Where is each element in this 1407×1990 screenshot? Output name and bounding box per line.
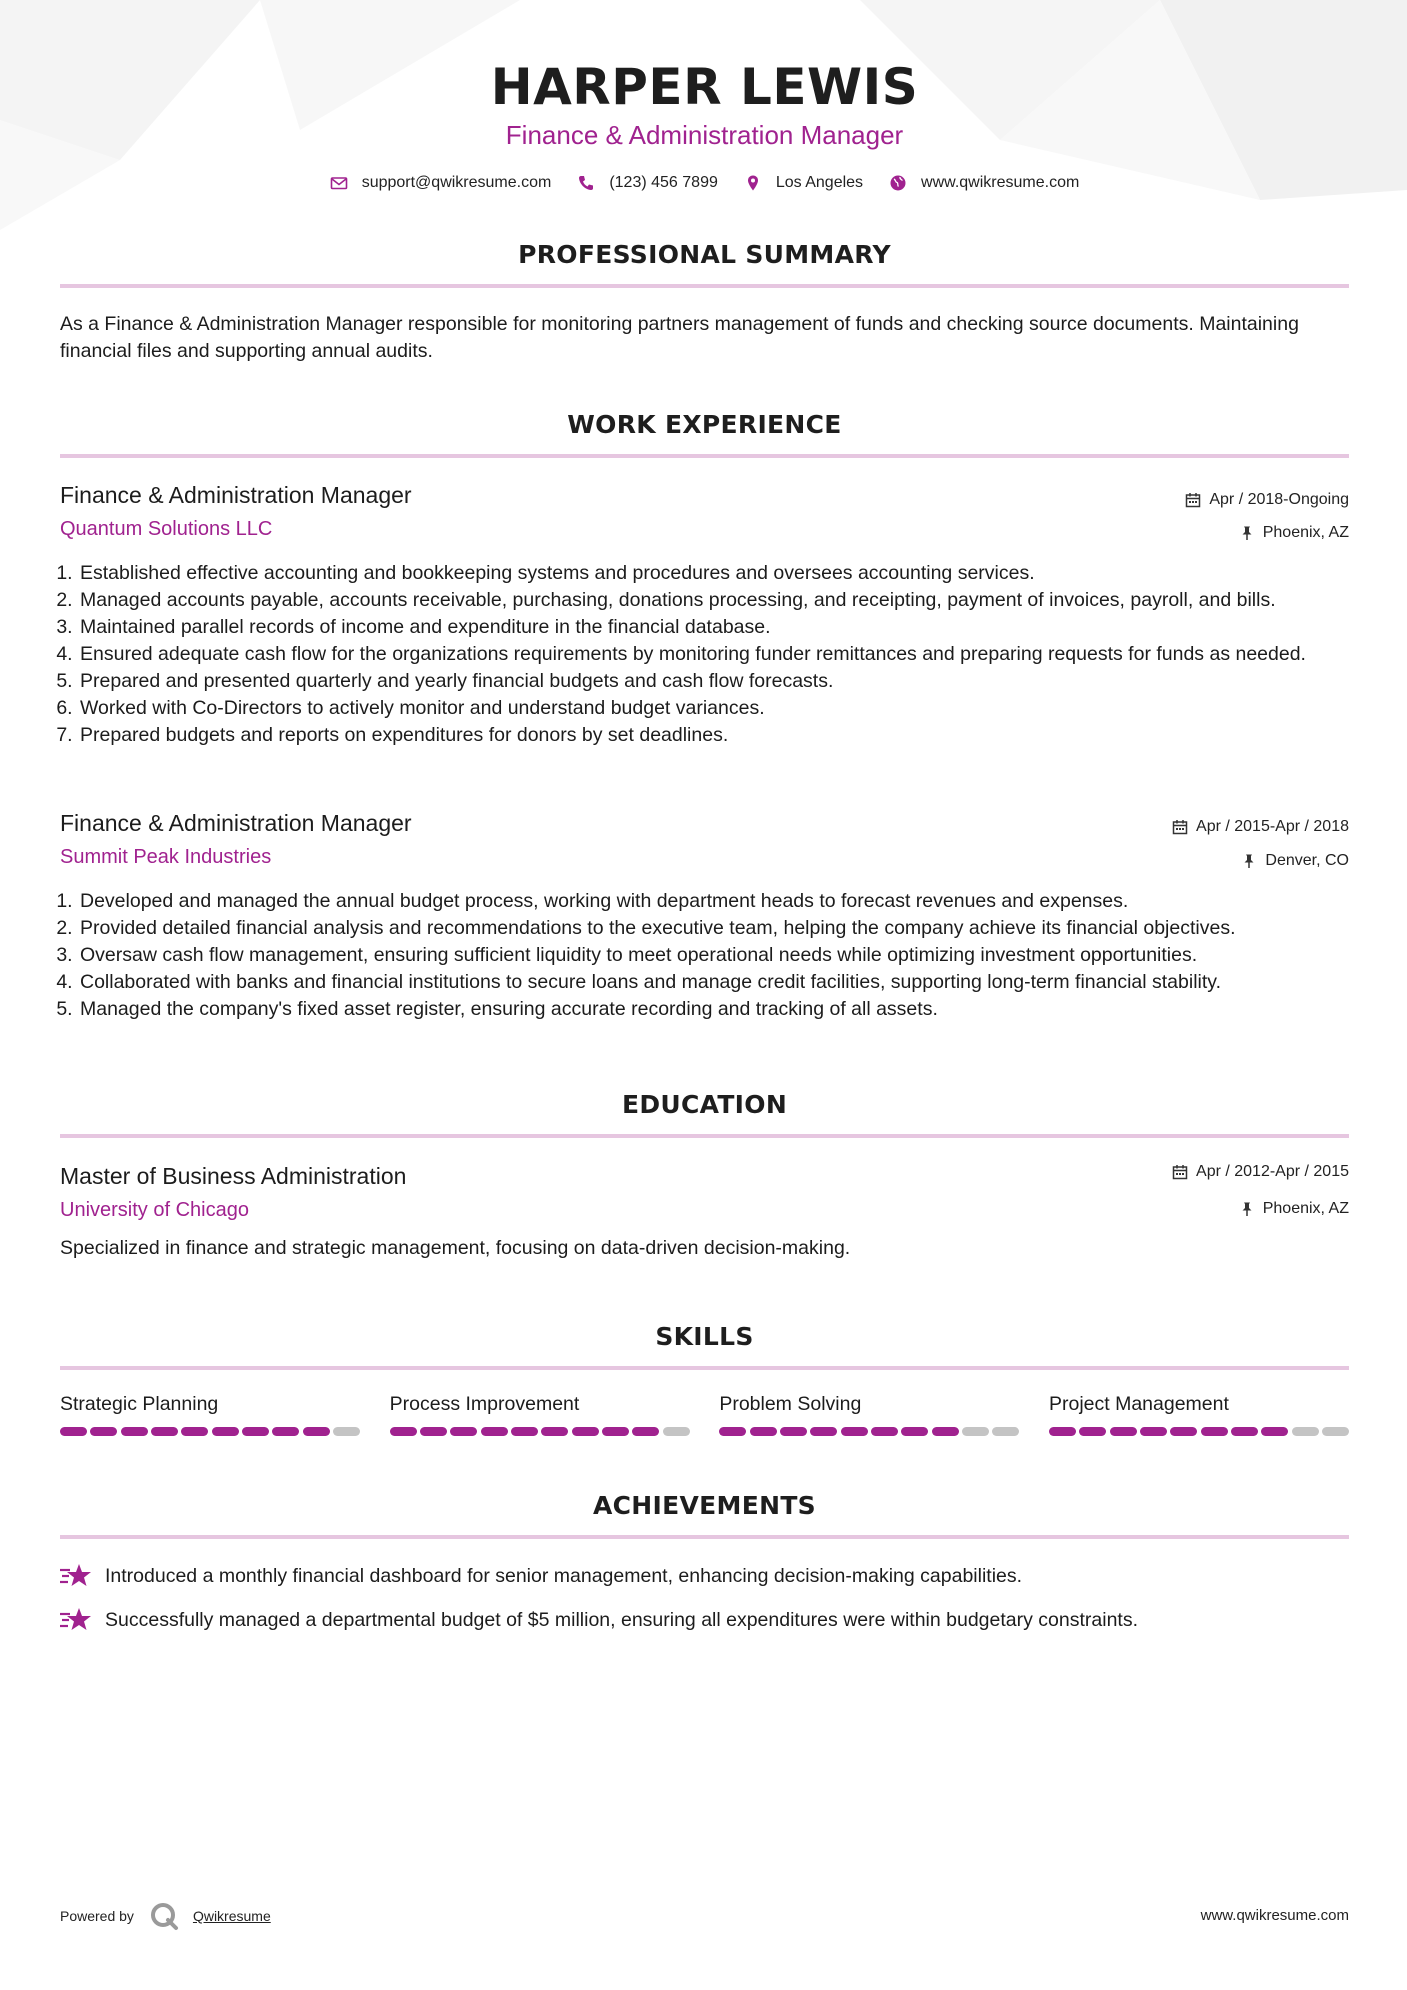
- skill-segment-filled: [1231, 1427, 1258, 1436]
- skill-item: [60, 1393, 360, 1436]
- contact-email[interactable]: [330, 174, 552, 192]
- job-bullet: 1. Developed and managed the annual budget process, working with department heads to forecast revenues and expenses.: [78, 888, 1349, 915]
- job-bullet: 7. Prepared budgets and reports on expenditures for donors by set deadlines.: [78, 722, 1349, 749]
- contact-location: [744, 174, 863, 192]
- skill-segment-filled: [90, 1427, 117, 1436]
- job-bullet: 1. Established effective accounting and bookkeeping systems and procedures and oversees accounting services.: [78, 560, 1349, 587]
- skill-name: Problem Solving: [719, 1393, 862, 1415]
- skill-segment-filled: [390, 1427, 417, 1436]
- skill-segment-filled: [541, 1427, 568, 1436]
- footer-website[interactable]: www.qwikresume.com: [1200, 1907, 1349, 1924]
- skill-segment-filled: [511, 1427, 538, 1436]
- contact-website[interactable]: [889, 174, 1079, 192]
- job-dates: [1172, 818, 1349, 836]
- job-title: Finance & Administration Manager: [60, 482, 412, 508]
- skill-segment-filled: [632, 1427, 659, 1436]
- skill-name: Project Management: [1048, 1393, 1229, 1415]
- star-icon: [60, 1563, 92, 1589]
- map-pin-icon: [744, 174, 762, 192]
- footer-powered-by: [60, 1901, 271, 1931]
- envelope-icon: [330, 174, 348, 192]
- skill-segment-filled: [420, 1427, 447, 1436]
- skill-name: Strategic Planning: [60, 1393, 219, 1415]
- skill-segment-filled: [780, 1427, 807, 1436]
- job-dates: [1185, 491, 1349, 509]
- skill-segment-filled: [932, 1427, 959, 1436]
- skill-segment-empty: [663, 1427, 690, 1436]
- education-school: University of Chicago: [60, 1199, 249, 1221]
- calendar-icon: [1185, 492, 1201, 508]
- job-bullet: 2. Provided detailed financial analysis and recommendations to the executive team, helping the company achieve its financial objectives.: [78, 915, 1349, 942]
- job-bullet: 5. Prepared and presented quarterly and yearly financial budgets and cash flow forecasts.: [78, 668, 1349, 695]
- achievement-item: [60, 1563, 1349, 1589]
- skill-item: [1049, 1393, 1349, 1436]
- skill-segment-filled: [481, 1427, 508, 1436]
- job-bullet: 4. Ensured adequate cash flow for the organizations requirements by monitoring funder remittances and preparing requests for funds as needed.: [78, 641, 1349, 668]
- job-bullet: 4. Collaborated with banks and financial institutions to secure loans and manage credit facilities, supporting long-term financial stability.: [78, 969, 1349, 996]
- job-location: [1241, 852, 1349, 870]
- skill-segment-filled: [1170, 1427, 1197, 1436]
- achievements-divider: [60, 1535, 1349, 1539]
- skill-name: Process Improvement: [389, 1393, 580, 1415]
- job-company: Summit Peak Industries: [60, 846, 272, 868]
- skill-segment-filled: [572, 1427, 599, 1436]
- skill-rating-bar: [390, 1427, 690, 1436]
- skill-segment-empty: [992, 1427, 1019, 1436]
- globe-icon: [889, 174, 907, 192]
- education-description: Specialized in finance and strategic management, focusing on data-driven decision-making.: [60, 1237, 851, 1259]
- education-location: [1239, 1200, 1349, 1218]
- skills-grid: [60, 1393, 1349, 1436]
- contact-phone[interactable]: [577, 174, 718, 192]
- skill-segment-empty: [1322, 1427, 1349, 1436]
- contact-bar: [60, 174, 1349, 192]
- summary-heading: PROFESSIONAL SUMMARY: [518, 240, 891, 269]
- skill-segment-filled: [1140, 1427, 1167, 1436]
- education-heading: EDUCATION: [621, 1090, 788, 1119]
- skill-segment-filled: [151, 1427, 178, 1436]
- skill-segment-filled: [901, 1427, 928, 1436]
- achievement-item: [60, 1607, 1349, 1633]
- job-bullets: [78, 560, 1349, 749]
- skill-segment-filled: [810, 1427, 837, 1436]
- skill-rating-bar: [1049, 1427, 1349, 1436]
- contact-website-text: www.qwikresume.com: [921, 174, 1080, 191]
- skill-segment-filled: [121, 1427, 148, 1436]
- education-divider: [60, 1134, 1349, 1138]
- job-dates-text: Apr / 2018-Ongoing: [1209, 491, 1349, 508]
- skill-item: [390, 1393, 690, 1436]
- skill-segment-filled: [272, 1427, 299, 1436]
- summary-text: As a Finance & Administration Manager responsible for monitoring partners management of funds and checking source documents. Maintaining financial files and supporting annual audits.: [60, 313, 1299, 362]
- job-bullet: 3. Maintained parallel records of income and expenditure in the financial database.: [78, 614, 1349, 641]
- skill-segment-filled: [719, 1427, 746, 1436]
- skill-segment-filled: [181, 1427, 208, 1436]
- pushpin-icon: [1239, 525, 1255, 541]
- job-bullets: [78, 888, 1349, 1023]
- skill-segment-filled: [303, 1427, 330, 1436]
- skill-segment-empty: [1292, 1427, 1319, 1436]
- pushpin-icon: [1239, 1201, 1255, 1217]
- candidate-name: HARPER LEWIS: [490, 58, 919, 116]
- contact-phone-text: (123) 456 7899: [609, 174, 718, 191]
- job-bullet: 5. Managed the company's fixed asset register, ensuring accurate recording and tracking of all assets.: [78, 996, 1349, 1023]
- education-dates: [1172, 1163, 1349, 1181]
- job-location: [1239, 524, 1349, 542]
- job-bullet: 3. Oversaw cash flow management, ensuring sufficient liquidity to meet operational needs while optimizing investment opportunities.: [78, 942, 1349, 969]
- skill-segment-filled: [60, 1427, 87, 1436]
- powered-by-label: Powered by: [60, 1908, 134, 1924]
- skill-segment-filled: [871, 1427, 898, 1436]
- skill-segment-filled: [841, 1427, 868, 1436]
- skill-segment-filled: [1110, 1427, 1137, 1436]
- contact-email-text: support@qwikresume.com: [361, 174, 552, 191]
- skill-segment-filled: [750, 1427, 777, 1436]
- skill-item: [719, 1393, 1019, 1436]
- star-icon: [60, 1607, 92, 1633]
- education-location-text: Phoenix, AZ: [1262, 1200, 1349, 1217]
- experience-divider: [60, 454, 1349, 458]
- skill-segment-filled: [450, 1427, 477, 1436]
- skill-segment-empty: [962, 1427, 989, 1436]
- job-title: Finance & Administration Manager: [60, 810, 412, 836]
- skills-divider: [60, 1366, 1349, 1370]
- job-dates-text: Apr / 2015-Apr / 2018: [1196, 818, 1349, 835]
- summary-divider: [60, 284, 1349, 288]
- achievement-text: Successfully managed a departmental budget of $5 million, ensuring all expenditures were within budgetary constraints.: [105, 1608, 1139, 1631]
- job-bullet: 6. Worked with Co-Directors to actively monitor and understand budget variances.: [78, 695, 1349, 722]
- skill-rating-bar: [719, 1427, 1019, 1436]
- skill-segment-filled: [1049, 1427, 1076, 1436]
- skill-segment-filled: [1079, 1427, 1106, 1436]
- contact-location-text: Los Angeles: [775, 174, 864, 191]
- education-dates-text: Apr / 2012-Apr / 2015: [1196, 1163, 1349, 1180]
- phone-icon: [577, 174, 595, 192]
- calendar-icon: [1172, 1164, 1188, 1180]
- experience-heading: WORK EXPERIENCE: [567, 410, 842, 439]
- calendar-icon: [1172, 819, 1188, 835]
- job-location-text: Denver, CO: [1265, 852, 1349, 869]
- skill-rating-bar: [60, 1427, 360, 1436]
- qwikresume-logo-icon: [149, 1901, 179, 1931]
- achievement-text: Introduced a monthly financial dashboard for senior management, enhancing decision-making capabilities.: [105, 1564, 1023, 1587]
- candidate-title: Finance & Administration Manager: [505, 120, 904, 150]
- job-company: Quantum Solutions LLC: [60, 518, 273, 540]
- skill-segment-filled: [212, 1427, 239, 1436]
- job-bullet: 2. Managed accounts payable, accounts receivable, purchasing, donations processing, and receipting, payment of invoices, payroll, and bills.: [78, 587, 1349, 614]
- skill-segment-filled: [1261, 1427, 1288, 1436]
- qwikresume-link[interactable]: Qwikresume: [192, 1908, 271, 1924]
- skill-segment-filled: [602, 1427, 629, 1436]
- skill-segment-filled: [1201, 1427, 1228, 1436]
- pushpin-icon: [1241, 853, 1257, 869]
- job-location-text: Phoenix, AZ: [1262, 524, 1349, 541]
- education-degree: Master of Business Administration: [60, 1163, 407, 1189]
- resume-page: [60, 0, 1349, 1990]
- skill-segment-filled: [242, 1427, 269, 1436]
- skills-heading: SKILLS: [655, 1322, 754, 1351]
- achievements-heading: ACHIEVEMENTS: [593, 1491, 816, 1520]
- skill-segment-empty: [333, 1427, 360, 1436]
